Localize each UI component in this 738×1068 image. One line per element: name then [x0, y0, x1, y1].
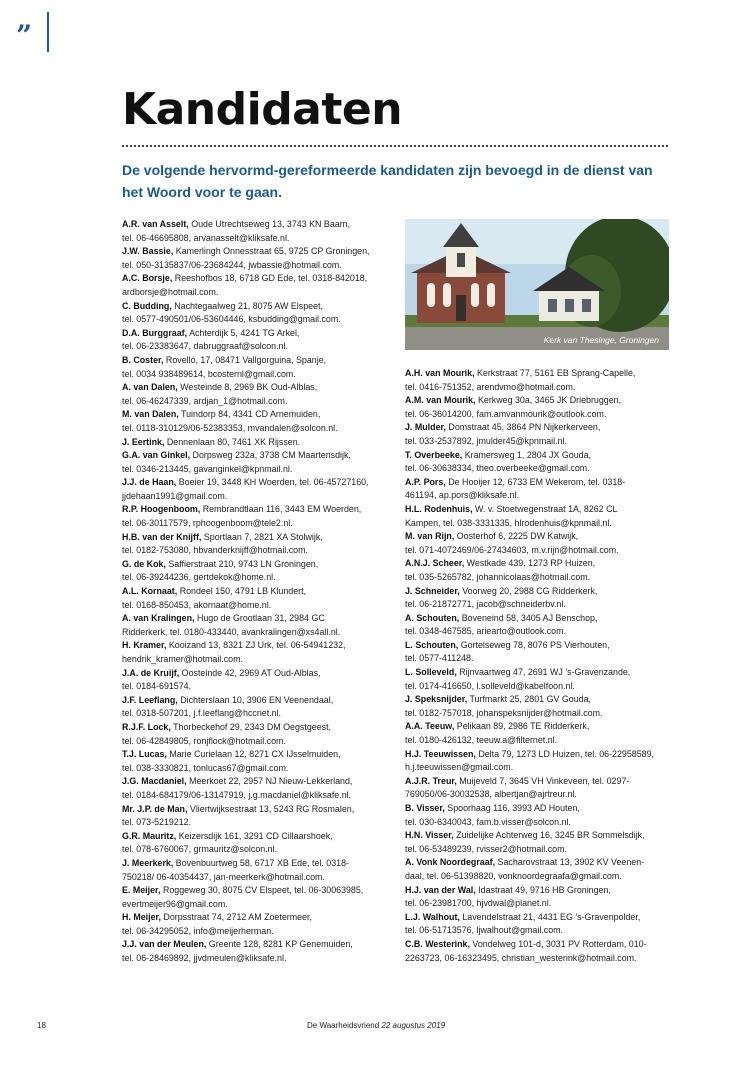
candidate-contact: Dennenlaan 80, 7461 XK Rijssen. — [164, 436, 301, 447]
candidate-name: E. Meijer, — [122, 885, 161, 896]
candidate-name: T. Overbeeke, — [405, 449, 463, 460]
candidate-entry — [122, 694, 388, 721]
candidate-entry — [122, 911, 388, 938]
candidate-entry — [405, 938, 669, 965]
candidate-entry — [122, 436, 388, 450]
candidate-name: G.A. van Ginkel, — [122, 450, 191, 461]
candidate-contact: Saffierstraat 210, 9743 LN Groningen, tel. 06-39244236, gertdekok@home.nl. — [122, 558, 319, 583]
candidate-entry — [122, 884, 388, 911]
candidate-contact: Achterdijk 5, 4241 TG Arkel, tel. 06-23383647, dabruggraaf@solcon.nl. — [122, 327, 300, 352]
candidate-name: A. van Dalen, — [122, 382, 178, 393]
candidate-name: J.J. de Haan, — [122, 477, 177, 488]
candidate-name: J.G. Macdaniel, — [122, 776, 187, 787]
candidate-entry — [405, 476, 669, 503]
footer-publication — [307, 1021, 445, 1030]
candidate-entry — [405, 394, 669, 421]
candidate-entry — [122, 354, 388, 381]
candidate-entry — [405, 449, 669, 476]
candidate-name: J.J. van der Meulen, — [122, 939, 207, 950]
candidate-contact: Pelikaan 89, 2986 TE Ridderkerk, tel. 0180-426132, teeuw.a@filternet.nl. — [405, 721, 590, 746]
candidate-contact: Idastraat 49, 9716 HB Groningen, tel. 06-23981700, hjvdwal@planet.nl. — [405, 884, 611, 909]
candidate-name: T.J. Lucas, — [122, 749, 167, 760]
candidate-contact: Kerkweg 30a, 3465 JK Driebruggen, tel. 06-36014200, fam.amvanmourik@outlook.com. — [405, 395, 622, 419]
candidate-entry — [405, 666, 669, 693]
candidate-contact: Dorpsstraat 74, 2712 AM Zoetermeer, tel. 06-34295052, info@meijerherman. — [122, 912, 312, 936]
page-number: 18 — [37, 1021, 46, 1030]
candidate-name: D.A. Burggraaf, — [122, 327, 188, 338]
candidate-contact: Kamerlingh Onnesstraat 65, 9725 CP Groningen, tel. 050-3135837/06-23684244, jwbassie@hotmail.com. — [122, 246, 370, 270]
candidate-entry — [405, 612, 669, 639]
candidate-contact: Oosteinde 42, 2969 AT Oud-Alblas, tel. 0184-691574. — [122, 667, 321, 692]
candidate-entry — [122, 558, 388, 585]
candidate-contact: Vondelweg 101-d, 3031 PV Rotterdam, 010- 2263723, 06-16323495, christian_westerink@hotmail.com. — [405, 938, 647, 963]
candidate-entry — [122, 612, 388, 639]
candidate-name: H.N. Visser, — [405, 830, 454, 841]
candidate-name: H. Meijer, — [122, 912, 161, 923]
candidate-entry — [405, 748, 669, 775]
candidate-name: A.L. Kornaat, — [122, 586, 178, 597]
candidate-contact: Oosterhof 6, 2225 DW Katwijk, tel. 071-4072469/06-27434603, m.v.rijn@hotmail.com. — [405, 531, 619, 555]
quote-mark-icon: ” — [16, 19, 33, 52]
candidate-contact: Oude Utrechtseweg 13, 3743 KN Baarn, tel. 06-46695808, arvanasselt@kliksafe.nl. — [122, 219, 351, 243]
candidate-contact: Westkade 439, 1273 RP Huizen, tel. 035-5265782, johannicolaas@hotmail.com. — [405, 558, 596, 582]
candidate-name: A. Vonk Noordegraaf, — [405, 857, 496, 868]
candidate-name: C.B. Westerink, — [405, 938, 470, 949]
candidate-name: H.L. Rodenhuis, — [405, 503, 473, 514]
candidate-entry — [122, 585, 388, 612]
publication-date: 22 augustus 2019 — [381, 1021, 446, 1030]
candidate-entry — [122, 327, 388, 354]
candidate-entry — [405, 421, 669, 448]
candidate-entry — [122, 449, 388, 476]
candidate-name: L. Solleveld, — [405, 667, 457, 678]
candidate-entry — [122, 857, 388, 884]
candidate-contact: Nachtegaalweg 21, 8075 AW Elspeet, tel. 0577-490501/06-53604446, ksbudding@gmail.com. — [122, 300, 341, 325]
candidate-contact: Greente 128, 8281 KP Genemuiden, tel. 06-28469892, jjvdmeulen@kliksafe.nl. — [122, 939, 353, 964]
candidate-name: H. Kramer, — [122, 640, 167, 651]
candidate-contact: Kooizand 13, 8321 ZJ Urk, tel. 06-54941232, hendrik_kramer@hotmail.com. — [122, 640, 346, 664]
candidate-name: A.C. Borsje, — [122, 273, 173, 284]
candidate-contact: Rovelló, 17, 08471 Vallgorguina, Spanje, tel. 0034 938489614, bcosternl@gmail.com. — [122, 354, 327, 379]
candidate-contact: Sportlaan 7, 2821 XA Stolwijk, tel. 0182-753080, hbvanderknijff@hotmail.com. — [122, 531, 323, 556]
church-photo — [405, 219, 669, 350]
candidate-entry — [405, 367, 669, 394]
candidate-contact: Marie Curielaan 12, 8271 CX IJsselmuiden, tel. 038-3330821, tonlucas67@gmail.com. — [122, 749, 341, 773]
candidate-name: L.J. Walhout, — [405, 911, 460, 922]
candidate-entry — [405, 829, 669, 856]
intro-text: De volgende hervormd-gereformeerde kandidaten zijn bevoegd in de dienst van het Woord voor te gaan. — [122, 162, 653, 200]
candidate-contact: Kerkstraat 77, 5161 EB Sprang-Capelle, tel. 0416-751352, arendvmo@hotmail.com. — [405, 368, 636, 392]
candidate-contact: Rijnvaartweg 47, 2691 WJ ’s-Gravenzande, tel. 0174-416650, l.solleveld@kabelfoon.nl. — [405, 667, 631, 691]
candidate-contact: Boveneind 58, 3405 AJ Benschop, tel. 0348-467585, ariearto@outlook.com. — [405, 612, 598, 637]
candidate-contact: De Hooijer 12, 6733 EM Wekerom, tel. 0318- 461194, ap.pors@kliksafe.nl. — [405, 476, 626, 501]
candidate-contact: Westeinde 8, 2969 BK Oud-Alblas, tel. 06-46247339, ardjan_1@hotmail.com. — [122, 382, 318, 406]
candidate-contact: Turfmarkt 25, 2801 GV Gouda, tel. 0182-757018, johanspeksnijder@hotmail.com. — [405, 694, 603, 718]
candidate-entry — [122, 476, 388, 503]
candidate-contact: Thorbeckehof 29, 2343 DM Oegstgeest, tel. 06-42849805, ronjflock@hotmail.com. — [122, 721, 332, 746]
candidate-entry — [122, 775, 388, 802]
candidate-entry — [405, 585, 669, 612]
candidate-name: J.A. de Kruijf, — [122, 667, 180, 678]
candidate-entry — [122, 245, 388, 272]
candidate-contact: Delta 79, 1273 LD Huizen, tel. 06-22958589, h.j.teeuwissen@gmail.com. — [405, 748, 654, 773]
accent-bar — [47, 12, 49, 52]
candidate-name: A.M. van Mourik, — [405, 395, 476, 406]
candidate-contact: Roggeweg 30, 8075 CV Elspeet, tel. 06-30063985, evertmeijer96@gmail.com. — [122, 885, 364, 909]
candidate-name: A.R. van Asselt, — [122, 219, 189, 229]
candidate-name: A.H. van Mourik, — [405, 368, 475, 378]
candidate-entry — [405, 720, 669, 747]
candidate-contact: Boeier 19, 3448 KH Woerden, tel. 06-45727160, jjdehaan1991@gmail.com. — [122, 477, 369, 501]
candidate-contact: Dorpsweg 232a, 3738 CM Maartensdijk, tel. 0346-213445, gavanginkel@kpnmail.nl. — [122, 450, 351, 474]
candidate-contact: Dichterslaan 10, 3906 EN Veenendaal, tel. 0318-507201, j.f.leeflang@hccnet.nl. — [122, 694, 334, 719]
candidate-name: J. Speksnijder, — [405, 694, 468, 705]
candidate-entry — [122, 803, 388, 830]
candidate-entry — [122, 667, 388, 694]
candidate-name: J. Eertink, — [122, 436, 165, 447]
candidate-contact: Bovenbuurtweg 58, 6717 XB Ede, tel. 0318- 750218/ 06-40354437, jan-meerkerk@hotmail.com. — [122, 857, 349, 882]
candidate-entry — [405, 802, 669, 829]
candidate-entry — [122, 381, 388, 408]
candidate-contact: Domstraat 45, 3864 PN Nijkerkerveen, tel. 033-2537892, jmulder45@kpnmail.nl. — [405, 422, 601, 446]
publication-name: De Waarheidsvriend — [307, 1021, 380, 1030]
candidate-entry — [122, 938, 388, 965]
candidate-contact: Vliertwijksestraat 13, 5243 RG Rosmalen, tel. 073-5219212. — [122, 803, 355, 828]
candidates-left-column — [122, 218, 388, 966]
candidate-contact: Lavendelstraat 21, 4431 EG ’s-Gravenpolder, tel. 06-51713576, ljwalhout@gmail.com. — [405, 911, 641, 936]
candidate-name: L. Schouten, — [405, 639, 459, 650]
candidate-name: A.N.J. Scheer, — [405, 558, 465, 569]
candidate-entry — [405, 884, 669, 911]
candidate-name: A. van Kralingen, — [122, 613, 195, 624]
candidate-name: H.B. van der Knijff, — [122, 531, 202, 542]
candidate-name: Mr. J.P. de Man, — [122, 803, 188, 814]
candidate-entry — [122, 639, 388, 666]
photo-caption: Kerk van Thesinge, Groningen — [543, 335, 659, 345]
candidate-contact: Spoorhaag 116, 3993 AD Houten, tel. 030-6340043, fam.b.visser@solcon.nl. — [405, 803, 580, 827]
candidate-entry — [122, 218, 388, 245]
candidate-contact: Tuindorp 84, 4341 CD Arnemuiden, tel. 0118-310129/06-52383353, mvandalen@solcon.nl. — [122, 409, 338, 433]
candidate-contact: Sacharovstraat 13, 3902 KV Veenen- daal, tel. 06-51398820, vonknoordegraafa@gmail.com. — [405, 857, 645, 881]
candidate-name: M. van Rijn, — [405, 531, 455, 542]
candidate-entry — [122, 531, 388, 558]
candidate-name: R.P. Hoogenboom, — [122, 504, 201, 515]
candidate-entry — [122, 408, 388, 435]
candidate-contact: Keizersdijk 161, 3291 CD Cillaarshoek, tel. 078-6760067, grmauritz@solcon.nl. — [122, 830, 333, 855]
candidate-name: J. Meerkerk, — [122, 857, 174, 868]
candidate-name: G.R. Mauritz, — [122, 830, 177, 841]
candidate-entry — [122, 272, 388, 299]
candidate-name: M. van Dalen, — [122, 409, 179, 420]
candidate-name: R.J.F. Lock, — [122, 721, 171, 732]
candidate-contact: Rondeel 150, 4791 LB Klundert, tel. 0168-850453, akornaat@home.nl. — [122, 586, 307, 610]
candidate-contact: Muijeveld 7, 3645 VH Vinkeveen, tel. 0297- 769050/06-30032538, albertjan@ajrtreur.nl. — [405, 775, 630, 800]
candidate-contact: Meerkoet 22, 2957 NJ Nieuw-Lekkerland, tel. 0184-684179/06-13147919, j.g.macdaniel@kliksafe.nl. — [122, 776, 353, 800]
candidate-entry — [405, 639, 669, 666]
candidate-contact: Gortelseweg 78, 8076 PS Vierhouten, tel. 0577-411248. — [405, 639, 610, 664]
candidate-name: B. Visser, — [405, 803, 445, 813]
candidate-name: A.J.R. Treur, — [405, 775, 457, 786]
candidate-name: H.J. Teeuwissen, — [405, 748, 476, 759]
candidate-entry — [405, 530, 669, 557]
candidate-contact: Kramersweg 1, 2804 JX Gouda, tel. 06-30638334, theo.overbeeke@gmail.com. — [405, 449, 591, 474]
candidate-entry — [405, 911, 669, 938]
candidate-contact: Rembrandtlaan 116, 3443 EM Woerden, tel. 06-30117579, rphoogenboom@tele2.nl. — [122, 504, 362, 529]
candidate-name: J. Schneider, — [405, 585, 460, 596]
candidate-entry — [405, 856, 669, 883]
page-title: Kandidaten — [122, 84, 403, 135]
candidate-contact: Reeshofbos 18, 6718 GD Ede, tel. 0318-842018, ardborsje@hotmail.com. — [122, 273, 368, 297]
candidate-entry — [122, 830, 388, 857]
candidate-contact: Voorweg 20, 2988 CG Ridderkerk, tel. 06-21872771, jacob@schneiderbv.nl. — [405, 585, 598, 610]
candidate-name: J. Mulder, — [405, 422, 446, 433]
candidate-name: J.F. Leeflang, — [122, 694, 178, 705]
candidate-entry — [122, 503, 388, 530]
dotted-divider — [122, 145, 668, 147]
candidate-name: A.A. Teeuw, — [405, 721, 455, 732]
candidate-contact: W. v. Stoetwegenstraat 1A, 8262 CL Kampen, tel. 038-3331335, hlrodenhuis@kpnmail.nl. — [405, 503, 618, 528]
candidate-name: A. Schouten, — [405, 612, 460, 623]
candidate-name: G. de Kok, — [122, 558, 166, 569]
candidate-entry — [122, 300, 388, 327]
candidate-name: A.P. Pors, — [405, 476, 446, 487]
candidate-entry — [122, 748, 388, 775]
candidate-name: J.W. Bassie, — [122, 246, 174, 257]
candidate-entry — [405, 557, 669, 584]
candidate-name: C. Budding, — [122, 300, 172, 311]
candidates-right-column — [405, 367, 669, 965]
candidate-contact: Zuidelijke Achterweg 16, 3245 BR Sommelsdijk, tel. 06-53489239, rvisser2@hotmail.com. — [405, 830, 645, 854]
candidate-entry — [122, 721, 388, 748]
candidate-contact: Hugo de Grootlaan 31, 2984 GC Ridderkerk, tel. 0180-433440, avankralingen@xs4all.nl. — [122, 613, 341, 637]
candidate-name: H.J. van der Wal, — [405, 884, 476, 895]
candidate-entry — [405, 503, 669, 530]
candidate-name: B. Coster, — [122, 354, 164, 365]
candidate-entry — [405, 775, 669, 802]
candidate-entry — [405, 693, 669, 720]
church-illustration — [405, 219, 669, 350]
